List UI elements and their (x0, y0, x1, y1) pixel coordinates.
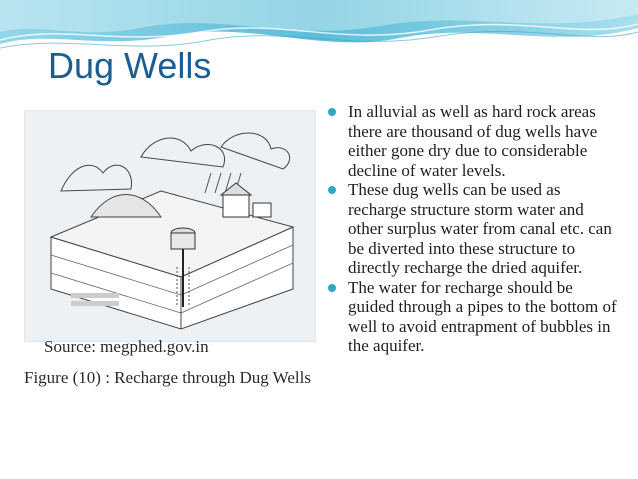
bullet-dot-icon (328, 284, 336, 292)
dug-well-diagram (31, 117, 309, 335)
bullet-text: The water for recharge should be guided through a pipes to the bottom of well to avoid entrapment of bubbles in the aquifer. (348, 277, 617, 355)
bullet-item (322, 278, 622, 356)
figure-illustration (24, 110, 316, 342)
bullet-text: These dug wells can be used as recharge structure storm water and other surplus water from canal etc. can be diverted into these structure to directly recharge the dried aquifer. (348, 180, 612, 277)
bullet-item (322, 180, 622, 278)
bullet-dot-icon (328, 186, 336, 194)
figure-caption: Figure (10) : Recharge through Dug Wells (24, 368, 311, 387)
bullet-list (322, 102, 622, 356)
bullet-text: In alluvial as well as hard rock areas there are thousand of dug wells have either gone dry due to considerable decline of water levels. (348, 102, 598, 180)
figure-source: Source: megphed.gov.in (44, 337, 209, 356)
bullet-dot-icon (328, 108, 336, 116)
slide-title: Dug Wells (48, 45, 212, 86)
bullet-item (322, 102, 622, 180)
